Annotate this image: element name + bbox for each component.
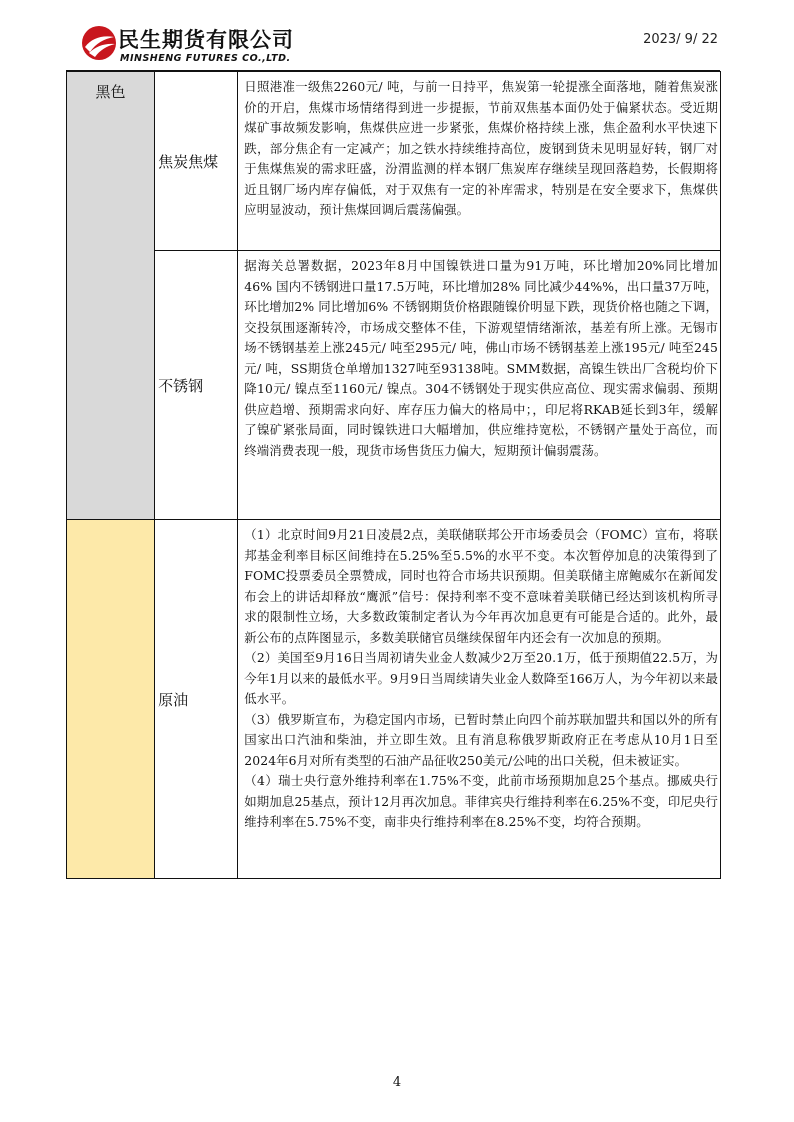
- analysis-paragraph: （2）美国至9月16日当周初请失业金人数减少2万至20.1万，低于预期值22.5万，为今年1月以来的最低水平。9月9日当周续请失业金人数降至166万人，为今年初以来最低水平。: [244, 650, 718, 706]
- commodity-analysis: [238, 251, 721, 520]
- commodity-name-coking-coal: 焦炭焦煤: [155, 72, 238, 251]
- table-row: [67, 251, 721, 520]
- commodity-name-stainless-steel: 不锈钢: [155, 251, 238, 520]
- commodity-name-crude-oil: 原油: [155, 520, 238, 879]
- company-name-cn: 民生期货有限公司: [118, 28, 294, 52]
- minsheng-logo-icon: [80, 24, 118, 62]
- category-label: [67, 520, 154, 529]
- analysis-paragraph: （1）北京时间9月21日凌晨2点，美联储联邦公开市场委员会（FOMC）宣布，将联邦基金利率目标区间维持在5.25%至5.5%的水平不变。本次暂停加息的决策得到了FOMC投票委员全票赞成，同时也符合市场共识预期。但美联储主席鲍威尔在新闻发布会上的讲话却释放“鹰派”信号：保持利率不变不意味着美联储已经达到该机构所寻求的限制性立场，大多数政策制定者认为今年再次加息更有可能是合适的。此外，最新公布的点阵图显示，多数美联储官员继续保留年内还会有一次加息的预期。: [244, 527, 718, 645]
- page-number: 4: [392, 1075, 402, 1090]
- table-row: [67, 72, 721, 251]
- category-cell-black: [67, 72, 155, 520]
- commodity-analysis: [238, 72, 721, 251]
- commodity-analysis: [238, 520, 721, 879]
- analysis-paragraph: （3）俄罗斯宣布，为稳定国内市场，已暂时禁止向四个前苏联加盟共和国以外的所有国家出口汽油和柴油，并立即生效。且有消息称俄罗斯政府正在考虑从10月1日至2024年6月对所有类型的石油产品征收250美元/公吨的出口关税，但未被证实。: [244, 711, 718, 768]
- company-name-en: MINSHENG FUTURES CO.,LTD.: [120, 53, 291, 64]
- category-label: 黑色: [95, 83, 126, 101]
- commodity-report-table: [66, 71, 721, 879]
- report-date: 2023/ 9/ 22: [643, 32, 718, 47]
- category-cell-energy: [67, 520, 155, 879]
- table-row: [67, 520, 721, 879]
- analysis-paragraph: 日照港准一级焦2260元/ 吨，与前一日持平，焦炭第一轮提涨全面落地，随着焦炭涨价的开启，焦煤市场情绪得到进一步提振，节前双焦基本面仍处于偏紧状态。受近期煤矿事故频发影响，焦煤供应进一步紧张，焦煤价格持续上涨，焦企盈利水平快速下跌，部分焦企有一定减产；加之铁水持续维持高位，废钢到货未见明显好转，钢厂对于焦煤焦炭的需求旺盛，汾渭监测的样本钢厂焦炭库存继续呈现回落趋势，长假期将近且钢厂场内库存偏低，对于双焦有一定的补库需求，特别是在安全要求下，焦煤供应明显波动，预计焦煤回调后震荡偏强。: [244, 79, 718, 217]
- page-header: [0, 0, 794, 70]
- analysis-paragraph: 据海关总署数据，2023年8月中国镍铁进口量为91万吨，环比增加20%同比增加46% 国内不锈钢进口量17.5万吨，环比增加28% 同比减少44%%，出口量37万吨，环比增加2% 同比增加6% 不锈钢期货价格跟随镍价明显下跌，现货价格也随之下调，交投氛围逐渐转冷，市场成交整体不佳，下游观望情绪渐浓，基差有所上涨。无锡市场不锈钢基差上涨245元/ 吨至295元/ 吨，佛山市场不锈钢基差上涨195元/ 吨至245元/ 吨，SS期货仓单增加1327吨至93138吨。SMM数据，高镍生铁出厂含税均价下降10元/ 镍点至1160元/ 镍点。304不锈钢处于现实供应高位、现实需求偏弱、预期供应趋增、预期需求向好、库存压力偏大的格局中；，印尼将RKAB延长到3年，缓解了镍矿紧张局面，同时镍铁进口大幅增加，供应维持宽松，不锈钢产量处于高位，而终端消费表现一般，现货市场售货压力偏大，短期预计偏弱震荡。: [244, 258, 718, 458]
- analysis-paragraph: （4）瑞士央行意外维持利率在1.75%不变，此前市场预期加息25个基点。挪威央行如期加息25基点，预计12月再次加息。菲律宾央行维持利率在6.25%不变，印尼央行维持利率在5.75%不变，南非央行维持利率在8.25%不变，均符合预期。: [244, 773, 718, 829]
